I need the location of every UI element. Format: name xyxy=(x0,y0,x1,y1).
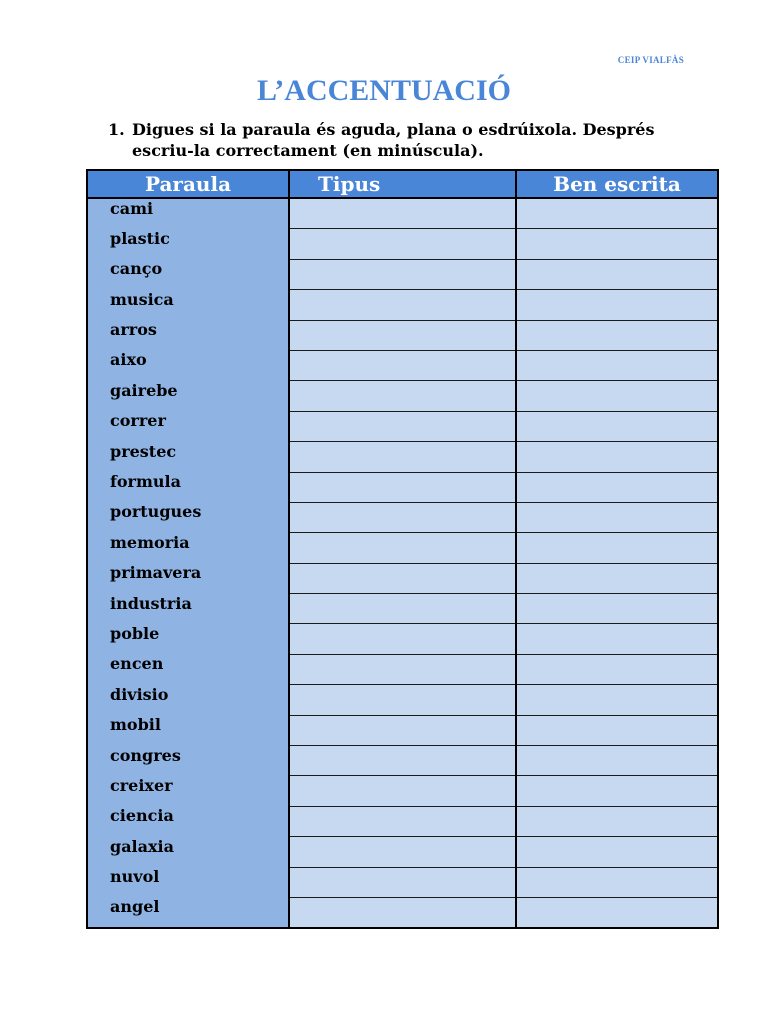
table-row xyxy=(87,746,718,776)
word-cell: musica xyxy=(87,290,289,320)
tipus-answer-cell[interactable] xyxy=(289,715,516,745)
ben-escrita-answer-cell[interactable] xyxy=(516,654,718,684)
word-cell: angel xyxy=(87,897,289,928)
column-header-paraula: Paraula xyxy=(87,170,289,198)
ben-escrita-answer-cell[interactable] xyxy=(516,502,718,532)
ben-escrita-answer-cell[interactable] xyxy=(516,715,718,745)
tipus-answer-cell[interactable] xyxy=(289,594,516,624)
word-cell: creixer xyxy=(87,776,289,806)
ben-escrita-answer-cell[interactable] xyxy=(516,259,718,289)
tipus-answer-cell[interactable] xyxy=(289,685,516,715)
tipus-answer-cell[interactable] xyxy=(289,776,516,806)
table-row xyxy=(87,198,718,229)
tipus-answer-cell[interactable] xyxy=(289,533,516,563)
tipus-answer-cell[interactable] xyxy=(289,806,516,836)
tipus-answer-cell[interactable] xyxy=(289,837,516,867)
table-row xyxy=(87,350,718,380)
ben-escrita-answer-cell[interactable] xyxy=(516,198,718,229)
word-cell: ciencia xyxy=(87,806,289,836)
exercise-number: 1. xyxy=(108,120,125,139)
school-name: CEIP VIALFÀS xyxy=(617,55,684,65)
word-cell: mobil xyxy=(87,715,289,745)
word-cell: gairebe xyxy=(87,381,289,411)
word-cell: galaxia xyxy=(87,837,289,867)
word-cell: cami xyxy=(87,198,289,229)
ben-escrita-answer-cell[interactable] xyxy=(516,867,718,897)
table-header-row xyxy=(87,170,718,198)
tipus-answer-cell[interactable] xyxy=(289,442,516,472)
ben-escrita-answer-cell[interactable] xyxy=(516,594,718,624)
word-cell: industria xyxy=(87,594,289,624)
tipus-answer-cell[interactable] xyxy=(289,411,516,441)
table-row xyxy=(87,837,718,867)
tipus-answer-cell[interactable] xyxy=(289,259,516,289)
table-body xyxy=(87,198,718,928)
tipus-answer-cell[interactable] xyxy=(289,746,516,776)
word-cell: prestec xyxy=(87,442,289,472)
word-cell: plastic xyxy=(87,229,289,259)
tipus-answer-cell[interactable] xyxy=(289,897,516,928)
word-cell: congres xyxy=(87,746,289,776)
table-row xyxy=(87,320,718,350)
ben-escrita-answer-cell[interactable] xyxy=(516,563,718,593)
ben-escrita-answer-cell[interactable] xyxy=(516,350,718,380)
word-table xyxy=(86,169,719,929)
tipus-answer-cell[interactable] xyxy=(289,320,516,350)
table-row xyxy=(87,229,718,259)
table-row xyxy=(87,411,718,441)
tipus-answer-cell[interactable] xyxy=(289,563,516,593)
word-cell: portugues xyxy=(87,502,289,532)
exercise-instruction xyxy=(108,119,698,161)
tipus-answer-cell[interactable] xyxy=(289,350,516,380)
ben-escrita-answer-cell[interactable] xyxy=(516,624,718,654)
tipus-answer-cell[interactable] xyxy=(289,502,516,532)
word-cell: arros xyxy=(87,320,289,350)
ben-escrita-answer-cell[interactable] xyxy=(516,897,718,928)
ben-escrita-answer-cell[interactable] xyxy=(516,776,718,806)
table-row xyxy=(87,381,718,411)
instruction-line-2: escriu-la correctament (en minúscula). xyxy=(132,141,484,160)
table-row xyxy=(87,867,718,897)
table-row xyxy=(87,897,718,928)
ben-escrita-answer-cell[interactable] xyxy=(516,472,718,502)
table-row xyxy=(87,685,718,715)
ben-escrita-answer-cell[interactable] xyxy=(516,320,718,350)
instruction-line-1: Digues si la paraula és aguda, plana o esdrúixola. Després xyxy=(132,120,655,139)
tipus-answer-cell[interactable] xyxy=(289,229,516,259)
word-cell: correr xyxy=(87,411,289,441)
word-cell: encen xyxy=(87,654,289,684)
tipus-answer-cell[interactable] xyxy=(289,472,516,502)
ben-escrita-answer-cell[interactable] xyxy=(516,442,718,472)
ben-escrita-answer-cell[interactable] xyxy=(516,806,718,836)
ben-escrita-answer-cell[interactable] xyxy=(516,229,718,259)
table-row xyxy=(87,654,718,684)
ben-escrita-answer-cell[interactable] xyxy=(516,411,718,441)
table-row xyxy=(87,259,718,289)
word-cell: nuvol xyxy=(87,867,289,897)
column-header-tipus: Tipus xyxy=(289,170,516,198)
tipus-answer-cell[interactable] xyxy=(289,290,516,320)
column-header-ben-escrita: Ben escrita xyxy=(516,170,718,198)
table-row xyxy=(87,472,718,502)
ben-escrita-answer-cell[interactable] xyxy=(516,685,718,715)
table-row xyxy=(87,290,718,320)
word-cell: aixo xyxy=(87,350,289,380)
page-title: L’ACCENTUACIÓ xyxy=(257,74,511,107)
table-row xyxy=(87,624,718,654)
table-row xyxy=(87,563,718,593)
word-cell: formula xyxy=(87,472,289,502)
word-cell: canço xyxy=(87,259,289,289)
table-row xyxy=(87,594,718,624)
ben-escrita-answer-cell[interactable] xyxy=(516,381,718,411)
word-cell: primavera xyxy=(87,563,289,593)
tipus-answer-cell[interactable] xyxy=(289,381,516,411)
word-cell: memoria xyxy=(87,533,289,563)
table-row xyxy=(87,806,718,836)
table-row xyxy=(87,776,718,806)
table-row xyxy=(87,533,718,563)
table-row xyxy=(87,715,718,745)
tipus-answer-cell[interactable] xyxy=(289,198,516,229)
ben-escrita-answer-cell[interactable] xyxy=(516,837,718,867)
ben-escrita-answer-cell[interactable] xyxy=(516,746,718,776)
table-row xyxy=(87,502,718,532)
word-cell: divisio xyxy=(87,685,289,715)
word-cell: poble xyxy=(87,624,289,654)
ben-escrita-answer-cell[interactable] xyxy=(516,533,718,563)
table-row xyxy=(87,442,718,472)
ben-escrita-answer-cell[interactable] xyxy=(516,290,718,320)
tipus-answer-cell[interactable] xyxy=(289,654,516,684)
tipus-answer-cell[interactable] xyxy=(289,867,516,897)
tipus-answer-cell[interactable] xyxy=(289,624,516,654)
